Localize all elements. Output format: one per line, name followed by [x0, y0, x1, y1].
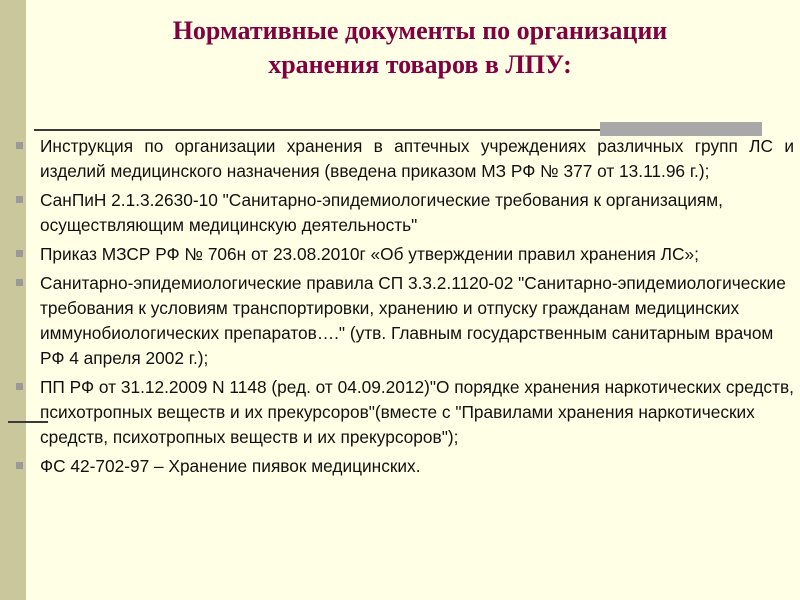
- square-bullet-icon: [16, 462, 23, 469]
- list-item: [14, 188, 794, 238]
- list-item-text: ФС 42-702-97 – Хранение пиявок медицинских.: [40, 456, 421, 476]
- list-item: [14, 375, 794, 450]
- document-list: [14, 134, 794, 479]
- list-item: [14, 134, 794, 184]
- list-item-text: Инструкция по организации хранения в аптечных учреждениях различных групп ЛС и изделий медицинского назначения (введена приказом МЗ РФ № 377 от 13.11.96 г.);: [40, 136, 794, 181]
- square-bullet-icon: [16, 196, 23, 203]
- list-item-text: Санитарно-эпидемиологические правила СП 3.3.2.1120-02 "Санитарно-эпидемиологические требования к условиям транспортировки, хранению и отпуску гражданам медицинских иммунобиологических препаратов…." (утв. Главным государственным санитарным врачом РФ 4 апреля 2002 г.);: [40, 273, 786, 368]
- list-item-text: ПП РФ от 31.12.2009 N 1148 (ред. от 04.09.2012)"О порядке хранения наркотических средств, психотропных веществ и их прекурсоров"(вместе с "Правилами хранения наркотических средств, психотропных веществ и их прекурсоров");: [40, 377, 794, 447]
- square-bullet-icon: [16, 383, 23, 390]
- list-item: [14, 271, 794, 371]
- slide-title: [100, 14, 740, 82]
- square-bullet-icon: [16, 279, 23, 286]
- list-item-text: СанПиН 2.1.3.2630-10 "Санитарно-эпидемиологические требования к организациям, осуществляющим медицинскую деятельность": [40, 190, 723, 235]
- list-item: [14, 242, 794, 267]
- slide-title-line-1: Нормативные документы по организации: [172, 16, 668, 45]
- title-divider-line: [34, 129, 600, 131]
- square-bullet-icon: [16, 250, 23, 257]
- slide-title-line-2: хранения товаров в ЛПУ:: [268, 50, 572, 79]
- list-item: [14, 454, 794, 479]
- list-item-text: Приказ МЗСР РФ № 706н от 23.08.2010г «Об утверждении правил хранения ЛС»;: [40, 244, 699, 264]
- square-bullet-icon: [16, 142, 23, 149]
